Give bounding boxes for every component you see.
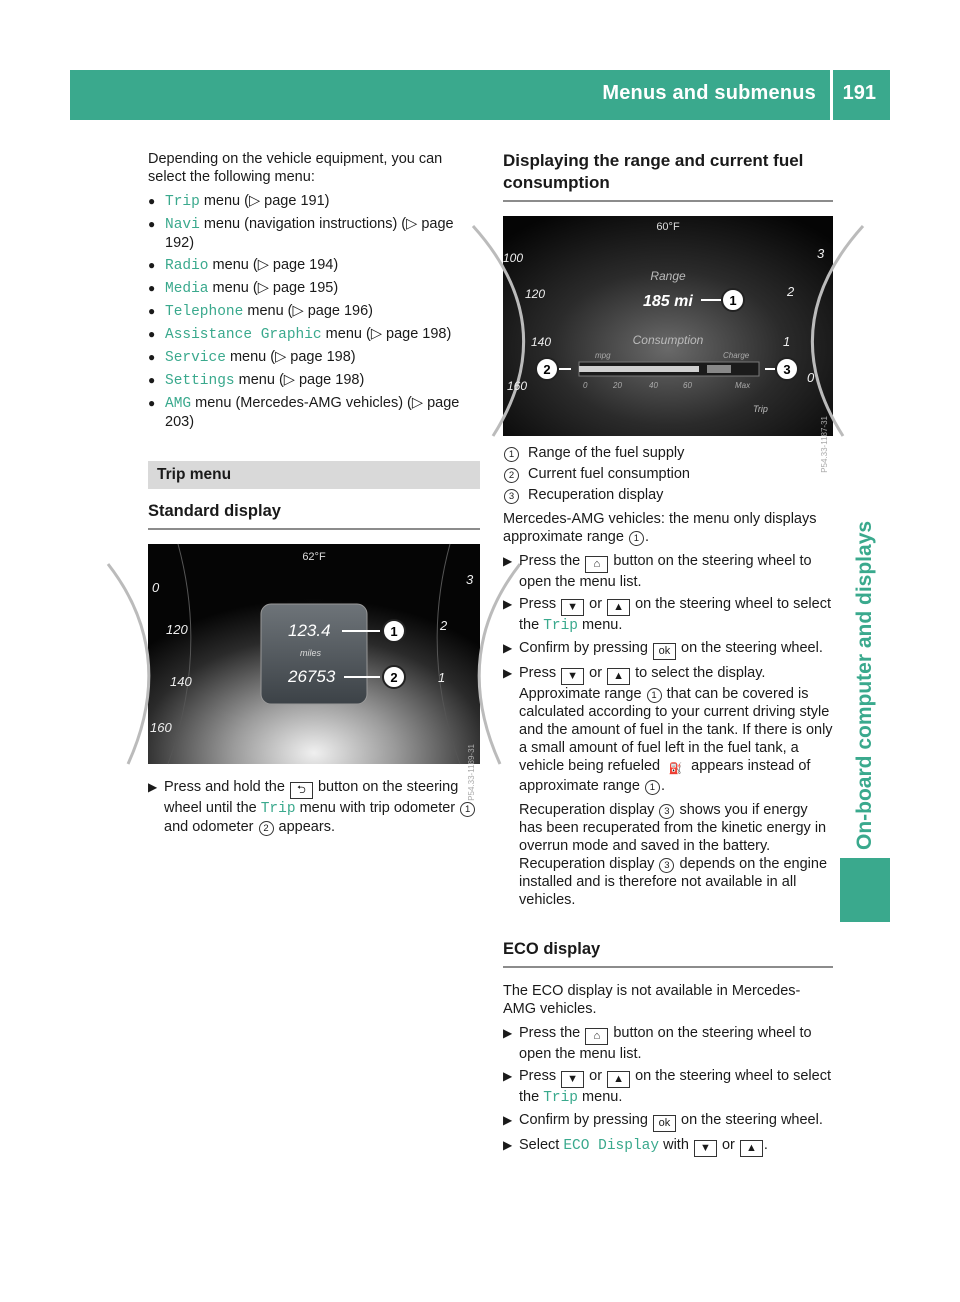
scale-tick: 0 <box>583 381 588 390</box>
page-ref-arrow-icon: ▷ <box>292 303 304 319</box>
figure-standard-display <box>148 544 480 801</box>
page-ref-arrow-icon: ▷ <box>406 216 418 232</box>
right-column <box>503 150 833 1161</box>
step-arrow-icon: ▶ <box>503 597 513 611</box>
menu-list-item: ● Trip menu (▷ page 191) <box>148 193 330 210</box>
header-bar <box>70 70 890 120</box>
menu-intro: Depending on the vehicle equipment, you can select the following menu: <box>148 151 443 185</box>
speedo-tick: 140 <box>531 335 552 349</box>
up-button-icon: ▲ <box>740 1140 763 1157</box>
down-button-icon: ▼ <box>561 599 584 616</box>
menu-name: AMG <box>165 396 192 412</box>
step-arrow-icon: ▶ <box>503 666 513 680</box>
legend-item: 3 Recuperation display <box>503 486 833 504</box>
menu-name: Telephone <box>165 304 244 320</box>
tach-tick: 2 <box>440 618 448 633</box>
consumption-label: Consumption <box>632 333 704 347</box>
temp-readout: 62°F <box>302 551 326 563</box>
step-item: ▶ Press ▼ or ▲ on the steering wheel to select the Trip menu. <box>503 1068 831 1106</box>
trip-unit: miles <box>300 648 322 658</box>
callout-1: 1 <box>729 293 737 308</box>
fuel-pump-icon: ⛽ <box>668 763 683 775</box>
callout-2: 2 <box>390 670 398 685</box>
callout-1-icon: 1 <box>629 531 644 546</box>
scale-tick: 40 <box>649 381 658 390</box>
menu-name: Settings <box>165 373 235 389</box>
page-number: 191 <box>842 82 876 104</box>
bullet-icon: ● <box>148 258 156 272</box>
step-item: ▶ Confirm by pressing ok on the steering wheel. <box>503 1111 833 1132</box>
left-column <box>148 150 480 840</box>
menu-name: Service <box>165 350 226 366</box>
menu-name-trip: Trip <box>543 1090 579 1106</box>
ok-button-icon: ok <box>653 1115 676 1132</box>
menu-list-item: ● AMG menu (Mercedes-AMG vehicles) (▷ page 203) <box>148 395 460 430</box>
step-item: ▶ Press the ⌂ button on the steering wheel to open the menu list. <box>503 1025 812 1062</box>
bullet-icon: ● <box>148 350 156 364</box>
trip-steps <box>148 778 480 836</box>
speedo-tick: 100 <box>503 251 524 265</box>
speedo-tick: 120 <box>166 622 188 637</box>
speedo-tick: 120 <box>525 287 546 301</box>
callout-3-icon: 3 <box>659 804 674 819</box>
callout-1-icon: 1 <box>504 447 519 462</box>
menu-name: Radio <box>165 258 209 274</box>
callout-2-icon: 2 <box>504 468 519 483</box>
speedo-tick: 140 <box>170 674 192 689</box>
subhead-standard-display: Standard display <box>148 501 480 530</box>
page-ref-arrow-icon: ▷ <box>283 372 295 388</box>
scale-tick: 20 <box>613 381 622 390</box>
range-label: Range <box>650 269 686 283</box>
legend-item: 2 Current fuel consumption <box>503 465 833 483</box>
step-item: ▶ Select ECO Display with ▼ or ▲ . <box>503 1136 833 1157</box>
range-value: 185 mi <box>643 293 693 310</box>
header-divider <box>830 70 833 120</box>
page-ref-arrow-icon: ▷ <box>411 395 424 411</box>
odometer-value: 26753 <box>288 667 336 686</box>
callout-3-icon: 3 <box>504 489 519 504</box>
trip-label: Trip <box>753 404 768 414</box>
callout-1: 1 <box>390 624 398 639</box>
eco-intro: The ECO display is not available in Mercedes-AMG vehicles. <box>503 983 801 1017</box>
menu-list-item: ● Settings menu (▷ page 198) <box>148 372 365 389</box>
page-ref-arrow-icon: ▷ <box>370 326 382 342</box>
figure-code: P54.33-1189-31 <box>467 744 476 801</box>
down-button-icon: ▼ <box>561 668 584 685</box>
eco-steps <box>503 1024 833 1157</box>
menu-list-item: ● Radio menu (▷ page 194) <box>148 257 339 274</box>
menu-list-item: ● Service menu (▷ page 198) <box>148 349 356 366</box>
tach-tick: 1 <box>438 670 446 685</box>
scale-tick: Max <box>735 381 751 390</box>
step-item: ▶ Press and hold the ⮌ button on the steering wheel until the Trip menu with trip odometer 1 and odometer 2 appears. <box>148 778 480 836</box>
step-item: ▶ Confirm by pressing ok on the steering wheel. <box>503 639 833 660</box>
step-arrow-icon: ▶ <box>503 1069 513 1083</box>
callout-2: 2 <box>543 362 551 377</box>
down-button-icon: ▼ <box>561 1071 584 1088</box>
callout-3-icon: 3 <box>659 858 674 873</box>
chapter-label: On-board computer and displays <box>853 520 876 850</box>
callout-1-icon: 1 <box>647 688 662 703</box>
step-arrow-icon: ▶ <box>503 641 513 655</box>
home-button-icon: ⌂ <box>585 556 608 573</box>
menu-list-item: ● Telephone menu (▷ page 196) <box>148 303 373 320</box>
temp-readout: 60°F <box>656 221 680 233</box>
menu-name: Media <box>165 281 209 297</box>
speedo-tick-top: 0 <box>152 580 160 595</box>
chapter-tab <box>840 120 890 1302</box>
callout-3: 3 <box>783 362 791 377</box>
bullet-icon: ● <box>148 396 156 410</box>
tach-tick: 2 <box>787 284 795 299</box>
step-item: ▶ Press ▼ or ▲ on the steering wheel to select the Trip menu. <box>503 596 831 634</box>
speedo-tick: 160 <box>507 379 528 393</box>
tach-tick: 3 <box>817 246 825 261</box>
home-button-icon: ⌂ <box>585 1028 608 1045</box>
menu-name: Navi <box>165 217 200 233</box>
ok-button-icon: ok <box>653 643 676 660</box>
mpg-label: mpg <box>595 351 611 360</box>
back-button-icon: ⮌ <box>290 782 313 799</box>
callout-2-icon: 2 <box>259 821 274 836</box>
up-button-icon: ▲ <box>607 668 630 685</box>
heading-eco-display: ECO display <box>503 939 833 968</box>
up-button-icon: ▲ <box>607 1071 630 1088</box>
step-item: ▶ Press the ⌂ button on the steering wheel to open the menu list. <box>503 553 812 590</box>
bullet-icon: ● <box>148 373 156 387</box>
tach-tick: 1 <box>783 334 791 349</box>
menu-name-trip: Trip <box>260 801 296 817</box>
menu-list <box>148 192 480 431</box>
cluster-graphic <box>148 544 480 801</box>
down-button-icon: ▼ <box>694 1140 717 1157</box>
step-item: ▶ Press ▼ or ▲ to select the display. Approximate range 1 that can be covered is calculated according to your current driving style and the amount of fuel in the tank. If there is only a small amount of fuel left in the fuel tank, a vehicle being refueled ⛽ appears instead of approximate range 1 . Recuperation display 3 shows you if energy has been recuperated from the kinetic energy in overrun mode and saved in the battery. Recuperation display 3 depends on the engine installed and is therefore not available in all vehicles. <box>503 665 833 908</box>
figure-code: P54.33-1187-31 <box>820 416 829 473</box>
recuperation-paragraph: Recuperation display 3 shows you if energy has been recuperated from the kinetic energy in overrun mode and saved in the battery. Recuperation display 3 depends on the engine installed and is therefore not available in all vehicles. <box>519 802 828 908</box>
scale-tick: 60 <box>683 381 692 390</box>
legend-item: 1 Range of the fuel supply <box>503 444 833 462</box>
page-ref-arrow-icon: ▷ <box>257 280 269 296</box>
step-arrow-icon: ▶ <box>503 1026 513 1040</box>
menu-list-item: ● Assistance Graphic menu (▷ page 198) <box>148 326 452 343</box>
heading-range-consumption: Displaying the range and current fuel consumption <box>503 150 833 202</box>
charge-label: Charge <box>723 351 750 360</box>
step-arrow-icon: ▶ <box>503 554 513 568</box>
callout-1-icon: 1 <box>460 802 475 817</box>
section-title-trip-menu: Trip menu <box>148 461 480 489</box>
bullet-icon: ● <box>148 304 156 318</box>
step-arrow-icon: ▶ <box>503 1138 513 1152</box>
figure-legend <box>503 444 833 504</box>
step-arrow-icon: ▶ <box>148 780 158 794</box>
bullet-icon: ● <box>148 327 156 341</box>
trip-odometer-value: 123.4 <box>288 621 331 640</box>
menu-name: Trip <box>165 194 200 210</box>
menu-list-item: ● Media menu (▷ page 195) <box>148 280 339 297</box>
page-ref-arrow-icon: ▷ <box>248 193 261 209</box>
step-arrow-icon: ▶ <box>503 1113 513 1127</box>
chapter-marker <box>840 858 890 922</box>
callout-1-icon: 1 <box>645 780 660 795</box>
page-section-title: Menus and submenus <box>602 82 816 104</box>
range-steps <box>503 552 833 909</box>
range-paragraph: Approximate range 1 that can be covered is calculated according to your current driving style and the amount of fuel in the tank. If there is only a small amount of fuel left in the fuel tank, a vehicle being refueled ⛽ appears instead of approximate range 1 . <box>519 686 833 794</box>
tach-tick-top: 3 <box>466 572 474 587</box>
menu-name-trip: Trip <box>543 618 579 634</box>
bullet-icon: ● <box>148 217 156 231</box>
bullet-icon: ● <box>148 194 156 208</box>
up-button-icon: ▲ <box>607 599 630 616</box>
page-ref-arrow-icon: ▷ <box>275 349 287 365</box>
menu-name: Assistance Graphic <box>165 327 322 343</box>
speedo-tick: 160 <box>150 720 172 735</box>
menu-name-eco-display: ECO Display <box>563 1138 660 1154</box>
amg-note: Mercedes-AMG vehicles: the menu only displays approximate range 1 . <box>503 511 817 545</box>
bullet-icon: ● <box>148 281 156 295</box>
page-ref-arrow-icon: ▷ <box>257 257 269 273</box>
tach-tick: 0 <box>807 370 815 385</box>
menu-list-item: ● Navi menu (navigation instructions) (▷ page 192) <box>148 216 454 251</box>
